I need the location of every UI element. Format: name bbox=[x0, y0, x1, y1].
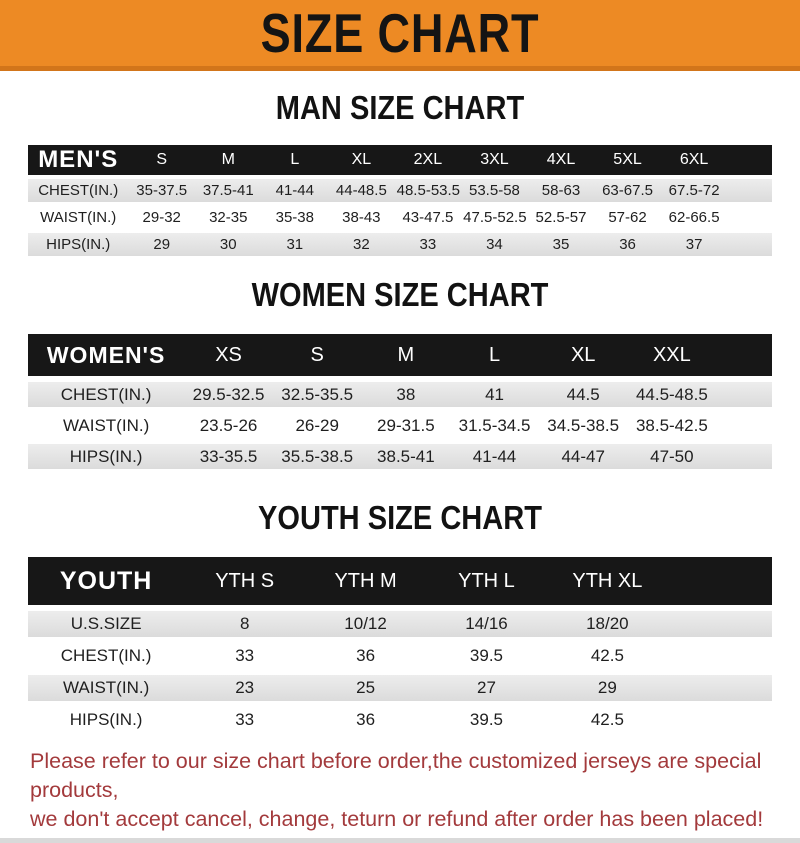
size-value-cell: 48.5-53.5 bbox=[395, 179, 462, 202]
size-value-cell: 57-62 bbox=[594, 206, 661, 229]
row-label: HIPS(IN.) bbox=[28, 444, 184, 469]
table-row bbox=[28, 707, 772, 733]
size-value-cell: 47-50 bbox=[628, 444, 717, 469]
size-value-cell: 27 bbox=[426, 675, 547, 701]
row-spacer bbox=[727, 206, 772, 229]
youth-size-chart-section bbox=[0, 499, 800, 739]
table-row bbox=[28, 206, 772, 229]
size-value-cell: 44-48.5 bbox=[328, 179, 395, 202]
size-value-cell: 34.5-38.5 bbox=[539, 413, 628, 438]
table-header-bar bbox=[28, 145, 772, 175]
size-value-cell: 41 bbox=[450, 382, 539, 407]
table-row bbox=[28, 382, 772, 407]
size-value-cell: 36 bbox=[305, 643, 426, 669]
row-spacer bbox=[716, 382, 772, 407]
table-group-label: YOUTH bbox=[28, 557, 184, 605]
women-size-table bbox=[28, 328, 772, 475]
size-value-cell: 38-43 bbox=[328, 206, 395, 229]
size-value-cell: 53.5-58 bbox=[461, 179, 528, 202]
table-row bbox=[28, 413, 772, 438]
size-value-cell: 38.5-41 bbox=[362, 444, 451, 469]
size-value-cell: 29 bbox=[547, 675, 668, 701]
row-label: CHEST(IN.) bbox=[28, 179, 128, 202]
size-value-cell: 62-66.5 bbox=[661, 206, 728, 229]
header-spacer bbox=[668, 557, 772, 605]
size-value-cell: 23.5-26 bbox=[184, 413, 273, 438]
size-value-cell: 39.5 bbox=[426, 643, 547, 669]
women-section-heading: WOMEN SIZE CHART bbox=[251, 276, 549, 313]
size-value-cell: 25 bbox=[305, 675, 426, 701]
size-value-cell: 41-44 bbox=[262, 179, 329, 202]
size-value-cell: 33 bbox=[184, 643, 305, 669]
size-value-cell: 34 bbox=[461, 233, 528, 256]
size-column-header: XS bbox=[184, 334, 273, 376]
row-spacer bbox=[668, 675, 772, 701]
size-value-cell: 35.5-38.5 bbox=[273, 444, 362, 469]
bottom-edge bbox=[0, 838, 800, 843]
header-spacer bbox=[716, 334, 772, 376]
table-row bbox=[28, 444, 772, 469]
size-value-cell: 35-37.5 bbox=[128, 179, 195, 202]
size-value-cell: 36 bbox=[305, 707, 426, 733]
row-label: HIPS(IN.) bbox=[28, 233, 128, 256]
size-value-cell: 10/12 bbox=[305, 611, 426, 637]
size-value-cell: 37 bbox=[661, 233, 728, 256]
table-row bbox=[28, 643, 772, 669]
order-disclaimer bbox=[30, 747, 800, 834]
size-value-cell: 47.5-52.5 bbox=[461, 206, 528, 229]
size-column-header: 4XL bbox=[528, 145, 595, 175]
size-value-cell: 35 bbox=[528, 233, 595, 256]
size-value-cell: 32.5-35.5 bbox=[273, 382, 362, 407]
row-spacer bbox=[668, 611, 772, 637]
size-value-cell: 26-29 bbox=[273, 413, 362, 438]
size-value-cell: 67.5-72 bbox=[661, 179, 728, 202]
table-row bbox=[28, 179, 772, 202]
size-value-cell: 8 bbox=[184, 611, 305, 637]
size-value-cell: 32-35 bbox=[195, 206, 262, 229]
size-value-cell: 39.5 bbox=[426, 707, 547, 733]
disclaimer-line-1: Please refer to our size chart before order,the customized jerseys are special products, bbox=[30, 749, 762, 802]
table-group-label: WOMEN'S bbox=[28, 334, 184, 376]
size-value-cell: 29.5-32.5 bbox=[184, 382, 273, 407]
size-value-cell: 38.5-42.5 bbox=[628, 413, 717, 438]
table-group-label: MEN'S bbox=[28, 145, 128, 175]
size-value-cell: 44-47 bbox=[539, 444, 628, 469]
size-column-header: YTH L bbox=[426, 557, 547, 605]
size-value-cell: 14/16 bbox=[426, 611, 547, 637]
size-value-cell: 37.5-41 bbox=[195, 179, 262, 202]
disclaimer-line-2: we don't accept cancel, change, teturn or refund after order has been placed! bbox=[30, 807, 764, 831]
row-spacer bbox=[727, 179, 772, 202]
row-label: HIPS(IN.) bbox=[28, 707, 184, 733]
size-column-header: 6XL bbox=[661, 145, 728, 175]
row-spacer bbox=[716, 413, 772, 438]
size-value-cell: 42.5 bbox=[547, 643, 668, 669]
table-row bbox=[28, 675, 772, 701]
size-value-cell: 42.5 bbox=[547, 707, 668, 733]
size-value-cell: 33-35.5 bbox=[184, 444, 273, 469]
men-size-chart-section bbox=[0, 89, 800, 260]
size-value-cell: 44.5 bbox=[539, 382, 628, 407]
row-label: WAIST(IN.) bbox=[28, 413, 184, 438]
size-column-header: M bbox=[195, 145, 262, 175]
size-column-header: YTH XL bbox=[547, 557, 668, 605]
row-spacer bbox=[668, 643, 772, 669]
row-label: U.S.SIZE bbox=[28, 611, 184, 637]
size-column-header: 5XL bbox=[594, 145, 661, 175]
size-column-header: S bbox=[128, 145, 195, 175]
size-column-header: XL bbox=[328, 145, 395, 175]
size-value-cell: 18/20 bbox=[547, 611, 668, 637]
size-value-cell: 30 bbox=[195, 233, 262, 256]
size-value-cell: 35-38 bbox=[262, 206, 329, 229]
row-label: CHEST(IN.) bbox=[28, 643, 184, 669]
table-row bbox=[28, 611, 772, 637]
size-value-cell: 58-63 bbox=[528, 179, 595, 202]
banner-title: SIZE CHART bbox=[260, 2, 540, 64]
size-column-header: 2XL bbox=[395, 145, 462, 175]
size-column-header: YTH S bbox=[184, 557, 305, 605]
size-value-cell: 23 bbox=[184, 675, 305, 701]
size-value-cell: 52.5-57 bbox=[528, 206, 595, 229]
size-column-header: XL bbox=[539, 334, 628, 376]
row-spacer bbox=[727, 233, 772, 256]
men-size-table bbox=[28, 141, 772, 260]
row-spacer bbox=[668, 707, 772, 733]
size-chart-banner bbox=[0, 0, 800, 71]
size-column-header: M bbox=[362, 334, 451, 376]
size-value-cell: 33 bbox=[184, 707, 305, 733]
row-spacer bbox=[716, 444, 772, 469]
table-row bbox=[28, 233, 772, 256]
women-size-chart-section bbox=[0, 276, 800, 475]
men-section-heading: MAN SIZE CHART bbox=[275, 89, 525, 126]
row-label: WAIST(IN.) bbox=[28, 206, 128, 229]
size-value-cell: 36 bbox=[594, 233, 661, 256]
size-value-cell: 43-47.5 bbox=[395, 206, 462, 229]
size-value-cell: 31.5-34.5 bbox=[450, 413, 539, 438]
header-spacer bbox=[727, 145, 772, 175]
size-value-cell: 29 bbox=[128, 233, 195, 256]
size-value-cell: 33 bbox=[395, 233, 462, 256]
size-value-cell: 44.5-48.5 bbox=[628, 382, 717, 407]
size-column-header: S bbox=[273, 334, 362, 376]
size-value-cell: 38 bbox=[362, 382, 451, 407]
row-label: CHEST(IN.) bbox=[28, 382, 184, 407]
table-header-bar bbox=[28, 334, 772, 376]
size-value-cell: 29-32 bbox=[128, 206, 195, 229]
size-column-header: L bbox=[262, 145, 329, 175]
size-value-cell: 31 bbox=[262, 233, 329, 256]
size-column-header: XXL bbox=[628, 334, 717, 376]
size-column-header: YTH M bbox=[305, 557, 426, 605]
size-column-header: 3XL bbox=[461, 145, 528, 175]
size-value-cell: 41-44 bbox=[450, 444, 539, 469]
size-value-cell: 29-31.5 bbox=[362, 413, 451, 438]
youth-size-table bbox=[28, 551, 772, 739]
row-label: WAIST(IN.) bbox=[28, 675, 184, 701]
table-header-bar bbox=[28, 557, 772, 605]
youth-section-heading: YOUTH SIZE CHART bbox=[258, 499, 542, 536]
size-value-cell: 32 bbox=[328, 233, 395, 256]
size-column-header: L bbox=[450, 334, 539, 376]
size-value-cell: 63-67.5 bbox=[594, 179, 661, 202]
